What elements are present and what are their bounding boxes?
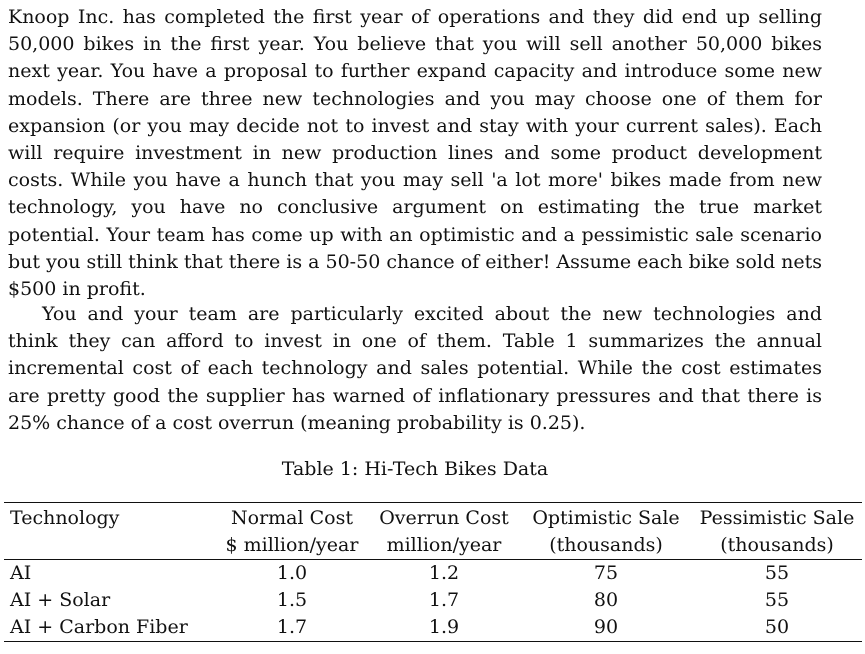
cell-overrun-cost: 1.2 [428,562,460,584]
header-technology: Technology [4,503,216,533]
header-normal-cost: Normal Cost [216,503,368,533]
cell-technology: AI + Carbon Fiber [4,614,216,642]
table-header-row [4,503,862,533]
cell-normal-cost: 1.0 [276,562,308,584]
cell-normal-cost: 1.5 [276,589,308,611]
cell-technology: AI + Solar [10,589,111,611]
table-header-units-row [4,532,862,560]
table-caption: Table 1: Hi-Tech Bikes Data [281,458,549,480]
cell-overrun-cost: 1.7 [428,589,460,611]
table-row [4,560,862,588]
header-pessimistic-sale: Pessimistic Sale [692,503,862,533]
units-optimistic-sale: (thousands) [520,532,692,560]
cell-pessimistic-sale: 50 [692,614,862,642]
bikes-data-table [4,502,862,642]
cell-pessimistic-sale: 55 [764,562,790,584]
paragraph-intro: Knoop Inc. has completed the first year of operations and they did end up selling 50,000 bikes in the first year. You believe that you will sell another 50,000 bikes next year. You have a proposal to further expand capacity and introduce some new models. There are three new technologies and you may choose one of them for expansion (or you may decide not to invest and stay with your current sales). Each will require investment in new production lines and some product development costs. While you have a hunch that you may sell 'a lot more' bikes made from new technology, you have no conclusive argument on estimating the true market potential. Your team has come up with an optimistic and a pessimistic sale scenario but you still think that there is a 50-50 chance of either! Assume each bike sold nets $500 in profit. [8,6,823,301]
table-row [4,614,862,642]
table-row [4,587,862,614]
cell-technology: AI [10,562,32,584]
units-pessimistic-sale: (thousands) [692,532,862,560]
cell-optimistic-sale: 75 [593,562,619,584]
units-overrun-cost: million/year [368,532,520,560]
cell-overrun-cost: 1.9 [368,614,520,642]
cell-optimistic-sale: 90 [520,614,692,642]
header-optimistic-sale: Optimistic Sale [520,503,692,533]
paragraph-technologies: You and your team are particularly excited about the new technologies and think they can afford to invest in one of them. Table 1 summarizes the annual incremental cost of each technology and sales potential. While the cost estimates are pretty good the supplier has warned of inflationary pressures and that there is 25% chance of a cost overrun (meaning probability is 0.25). [8,303,822,434]
units-technology [4,532,216,560]
cell-pessimistic-sale: 55 [764,589,790,611]
header-overrun-cost: Overrun Cost [368,503,520,533]
units-normal-cost: $ million/year [216,532,368,560]
cell-optimistic-sale: 80 [593,589,619,611]
cell-normal-cost: 1.7 [216,614,368,642]
